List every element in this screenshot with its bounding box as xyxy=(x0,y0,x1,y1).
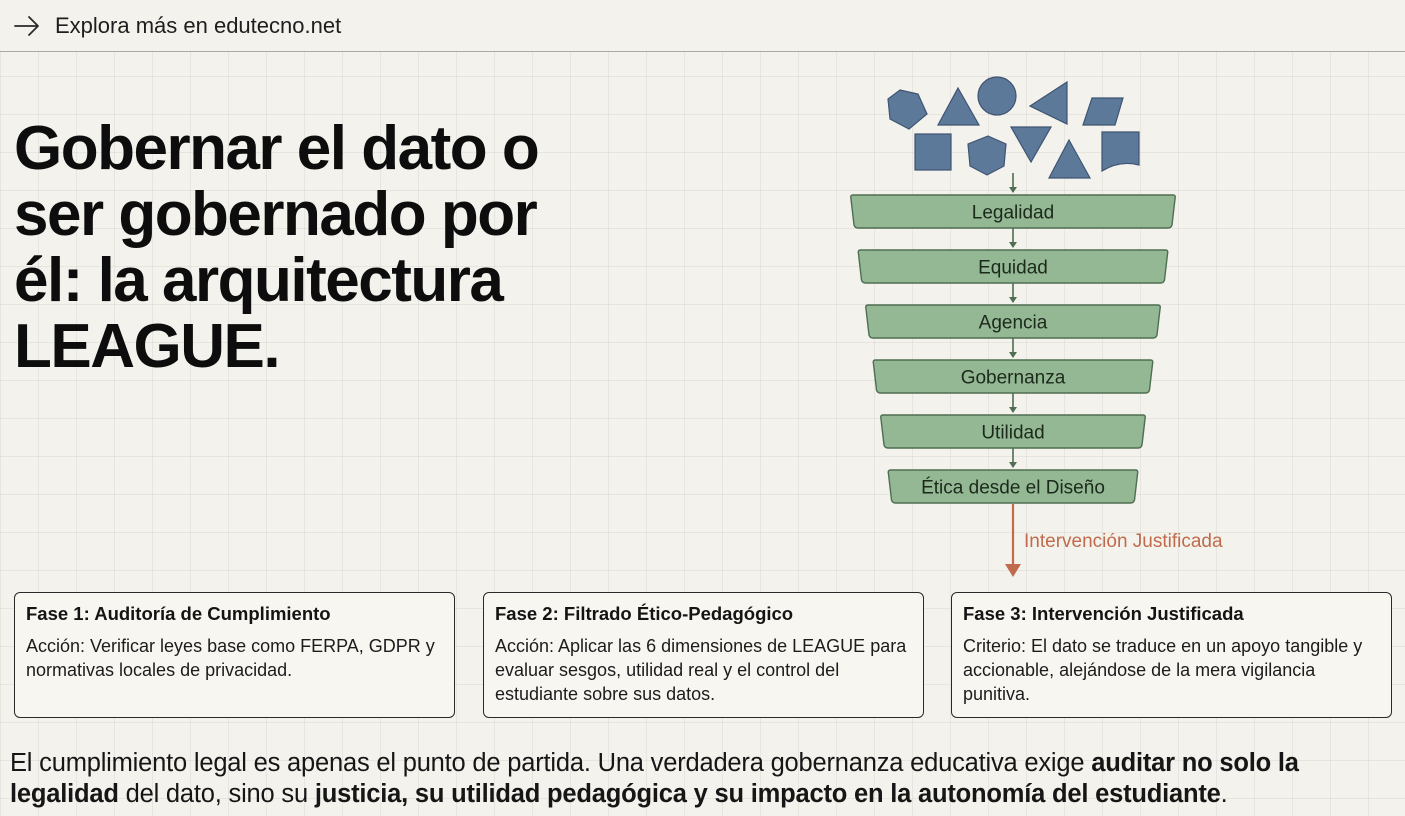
pentagon-shape xyxy=(888,90,927,129)
funnel-layer-label: Legalidad xyxy=(971,202,1055,224)
flow-arrowhead xyxy=(1009,352,1017,358)
summary-text: El cumplimiento legal es apenas el punto de partida. Una verdadera gobernanza educativa exige auditar no solo la legalidad del dato, sino su justicia, su utilidad pedagógica y su impacto en la autonomía del estudiante. xyxy=(10,749,1299,808)
page-title: Gobernar el dato o ser gobernado por él: la arquitectura LEAGUE. xyxy=(14,114,539,381)
hexagon-shape xyxy=(968,136,1006,175)
triangle-shape xyxy=(938,88,979,125)
data-shapes-cluster xyxy=(888,77,1139,178)
phase-2-title: Fase 2: Filtrado Ético-Pedagógico xyxy=(495,603,794,624)
triangle-shape xyxy=(1030,82,1067,124)
square-shape xyxy=(915,134,951,170)
funnel-layer-label: Ética desde el Diseño xyxy=(921,477,1105,499)
flow-arrowhead xyxy=(1009,242,1017,248)
flow-arrowhead xyxy=(1009,407,1017,413)
parallelogram-shape xyxy=(1083,98,1123,125)
funnel-layers xyxy=(851,173,1176,503)
explore-link[interactable]: Explora más en edutecno.net xyxy=(55,13,342,38)
funnel-layer-label: Utilidad xyxy=(981,422,1045,444)
phase-3-body: Criterio: El dato se traduce en un apoyo tangible y accionable, alejándose de la mera vigilancia punitiva. xyxy=(963,636,1363,704)
phase-2-card xyxy=(483,592,924,718)
funnel-layer-label: Equidad xyxy=(978,257,1048,279)
output-arrow xyxy=(1005,504,1021,577)
funnel-layer-label: Agencia xyxy=(978,312,1048,334)
flow-arrowhead xyxy=(1009,187,1017,193)
phase-3-card xyxy=(951,592,1392,718)
arrow-right-icon xyxy=(12,12,42,40)
wave-square-shape xyxy=(1102,132,1139,171)
circle-shape xyxy=(978,77,1016,115)
output-label: Intervención Justificada xyxy=(1024,531,1223,552)
phase-1-title: Fase 1: Auditoría de Cumplimiento xyxy=(26,603,331,624)
triangle-shape xyxy=(1011,127,1051,162)
top-bar xyxy=(0,0,1405,52)
flow-arrowhead xyxy=(1009,462,1017,468)
phase-1-body: Acción: Verificar leyes base como FERPA, GDPR y normativas locales de privacidad. xyxy=(26,636,435,680)
funnel-layer-label: Gobernanza xyxy=(960,367,1066,389)
phase-3-title: Fase 3: Intervención Justificada xyxy=(963,603,1244,624)
phase-1-card xyxy=(14,592,455,718)
league-funnel-diagram xyxy=(820,70,1260,585)
phase-2-body: Acción: Aplicar las 6 dimensiones de LEAGUE para evaluar sesgos, utilidad real y el control del estudiante sobre sus datos. xyxy=(495,636,907,704)
triangle-shape xyxy=(1049,140,1090,178)
flow-arrowhead xyxy=(1009,297,1017,303)
